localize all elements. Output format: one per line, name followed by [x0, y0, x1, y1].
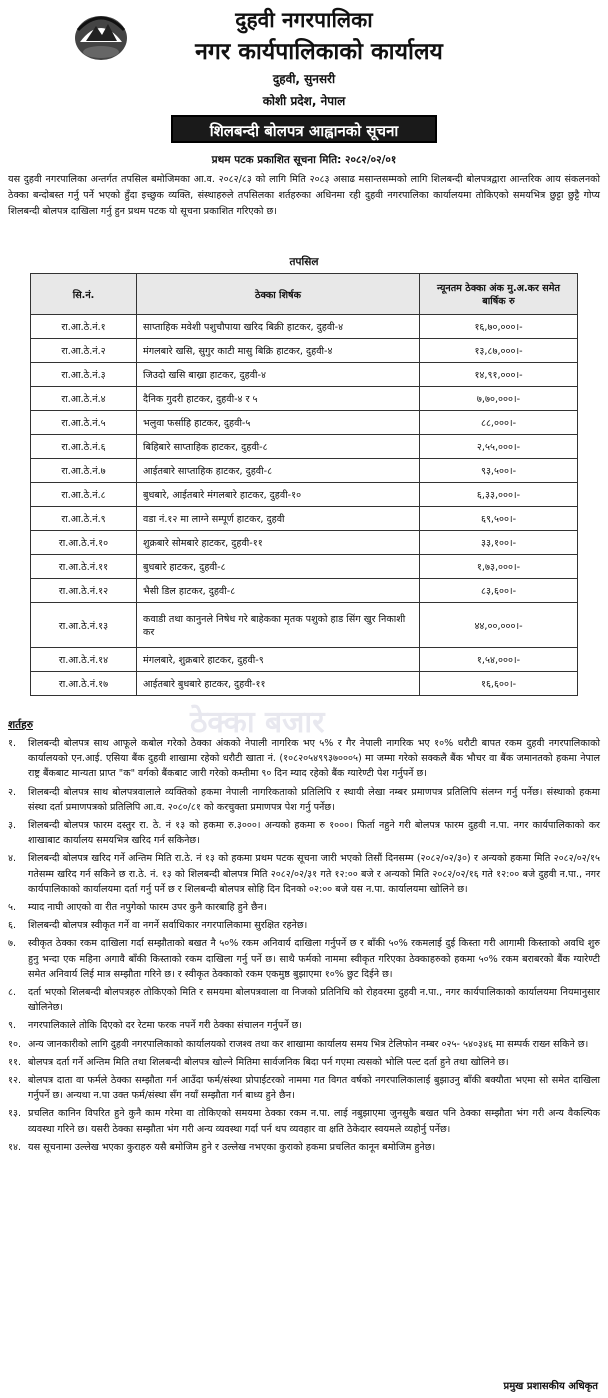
- row-amount: १४,९१,०००।-: [420, 363, 578, 387]
- col-header-title: ठेक्का शिर्षक: [137, 274, 420, 315]
- term-text: शिलबन्दी बोलपत्र खरिद गर्ने अन्तिम मिति रा.ठे. नं १३ को हकमा प्रथम पटक सूचना जारी भएको तिसौं दिनसम्म (२०८२/०२/३०) र अन्यको हकमा मिति २०८२/०२/१५ गतेसम्म खरिद गर्न सकिने छ रा.ठे. नं. १३ को शिलबन्दी बोलपत्र मिति २०८२/०२/३१ गते १२:०० बजे र अन्यको मिति २०८२/०२/१६ गते १२:०० बजे दुहवी न.पा., नगर कार्यपालिकाको कार्यालयमा दर्ता गर्नु पर्ने छ र शिलबन्दी बोलपत्र सोहि दिन दिनको ०२:०० बजे यस न.पा. कार्यालयमा खोलिने छ।: [28, 853, 600, 895]
- table-row: [31, 483, 578, 507]
- row-amount: १६,६००।-: [420, 672, 578, 696]
- notice-title: शिलबन्दी बोलपत्र आह्वानको सूचना: [171, 115, 437, 143]
- row-amount: २,५५,०००।-: [420, 435, 578, 459]
- term-text: शिलबन्दी बोलपत्र स्वीकृत गर्ने वा नगर्ने सर्वाधिकार नगरपालिकामा सुरक्षित रहनेछ।: [28, 920, 308, 932]
- row-serial: रा.आ.ठे.नं.१२: [31, 579, 137, 603]
- contract-table: [30, 273, 578, 696]
- term-item: [8, 736, 600, 782]
- office-name: नगर कार्यपालिकाको कार्यालय: [195, 39, 443, 65]
- term-number: ९.: [8, 1020, 17, 1032]
- signature-title: प्रमुख प्रशासकीय अधिकृत: [503, 1381, 598, 1392]
- row-serial: रा.आ.ठे.नं.३: [31, 363, 137, 387]
- row-serial: रा.आ.ठे.नं.४: [31, 387, 137, 411]
- row-amount: ३३,१००।-: [420, 531, 578, 555]
- table-row: [31, 387, 578, 411]
- table-row: [31, 435, 578, 459]
- term-item: [8, 785, 600, 815]
- row-title: भैसी डिल हाटकर, दुहवी-८: [137, 579, 420, 603]
- term-item: [8, 900, 600, 915]
- col-header-amount: न्यूनतम ठेक्का अंक मु.अ.कर समेत बार्षिक रु: [420, 274, 578, 315]
- term-text: नगरपालिकाले तोकि दिएको दर रेटमा फरक नपर्ने गरी ठेक्का संचालन गर्नुपर्ने छ।: [28, 1020, 303, 1032]
- letterhead: [0, 0, 608, 112]
- table-row: [31, 459, 578, 483]
- row-title: भलुवा फर्साहि हाटकर, दुहवी-५: [137, 411, 420, 435]
- row-title: आईतबारे बुधबारे हाटकर, दुहवी-११: [137, 672, 420, 696]
- term-text: यस सूचनामा उल्लेख भएका कुराहरु यसै बमोजिम हुने र उल्लेख नभएका कुराको हकमा प्रचलित कानून बमोजिम हुनेछ।: [28, 1141, 436, 1153]
- col-header-sn: सि.नं.: [31, 274, 137, 315]
- row-title: दैनिक गुदरी हाटकर, दुहवी-४ र ५: [137, 387, 420, 411]
- term-text: शिलबन्दी बोलपत्र फारम दस्तुर रा. ठे. नं १३ को हकमा रु.३०००। अन्यको हकमा रु १०००। फिर्ता नहुने गरी बोलपत्र फारम दुहवी न.पा. नगर कार्यपालिकाको कर शाखाबाट कार्यालय समयभित्र खरिद गर्न सकिनेछ।: [28, 820, 600, 847]
- row-serial: रा.आ.ठे.नं.५: [31, 411, 137, 435]
- table-row: [31, 555, 578, 579]
- row-serial: रा.आ.ठे.नं.१३: [31, 603, 137, 648]
- term-text: बोलपत्र दाता वा फर्मले ठेक्का सम्झौता गर्न आउँदा फर्म/संस्था प्रोपाईटरको नाममा गत विगत वर्षको नगरपालिकालाई बुझाउनु बाँकी बक्यौता भएमा सो समेत दाखिला गर्नुपर्ने छ। अन्यथा न.पा उक्त फर्म/संस्था सँग नयाँ सम्झौता गर्न बाध्य हुने छैन।: [28, 1075, 600, 1102]
- row-amount: ८८,०००।-: [420, 411, 578, 435]
- row-title: बुधबारे हाटकर, दुहवी-८: [137, 555, 420, 579]
- term-number: ३.: [8, 820, 17, 832]
- row-serial: रा.आ.ठे.नं.१४: [31, 648, 137, 672]
- row-title: शुक्रबारे सोमबारे हाटकर, दुहवी-११: [137, 531, 420, 555]
- table-row: [31, 315, 578, 339]
- row-serial: रा.आ.ठे.नं.९: [31, 507, 137, 531]
- row-amount: ४४,००,०००।-: [420, 603, 578, 648]
- term-text: बोलपत्र दर्ता गर्ने अन्तिम मिति तथा शिलबन्दी बोलपत्र खोल्ने मितिमा सार्वजनिक बिदा पर्न गएमा त्यसको भोलि पल्ट दर्ता हुने तथा खोलिने छ।: [28, 1056, 509, 1068]
- row-serial: रा.आ.ठे.नं.६: [31, 435, 137, 459]
- term-number: ५.: [8, 902, 17, 914]
- row-title: वडा नं.१२ मा लाग्ने सम्पूर्ण हाटकर, दुहवी: [137, 507, 420, 531]
- term-number: २.: [8, 786, 17, 798]
- term-text: प्रचलित कानिन विपरित हुने कुनै काम गरेमा वा तोकिएको समयमा ठेक्का रकम न.पा. लाई नबुझाएमा जुनसुकै बखत पनि ठेक्का सम्झौता भंग गरी अन्य वैकल्पिक व्यवस्था गरिने छ। यसरी ठेक्का सम्झौता भंग गरी अन्य व्यवस्था गर्दा पर्न थप व्यवहार वा क्षति ठेकेदार स्वयमले व्यहोर्नु पर्नेछ।: [28, 1108, 600, 1135]
- row-amount: १,५४,०००।-: [420, 648, 578, 672]
- term-item: [8, 1140, 600, 1155]
- row-amount: १६,७०,०००।-: [420, 315, 578, 339]
- term-item: [8, 1073, 600, 1103]
- row-serial: रा.आ.ठे.नं.२: [31, 339, 137, 363]
- row-serial: रा.आ.ठे.नं.८: [31, 483, 137, 507]
- term-text: अन्य जानकारीको लागि दुहवी नगरपालिकाको कार्यालयको राजश्व तथा कर शाखामा कार्यालय समय भित्र टेलिफोन नम्बर ०२५- ५४०३४६ मा सम्पर्क राख्न सकिने छ।: [28, 1038, 589, 1050]
- term-text: शिलबन्दी बोलपत्र साथ आफूले कबोल गरेको ठेक्का अंकको नेपाली नागरिक भए ५% र गैर नेपाली नागरिक भए १०% धरौटी बापत रकम दुहवी नगरपालिकाको कार्यालयको एन.आई. एसिया बैंक दुहवी शाखामा रहेको धरौटी खाता नं. (१०८२०५४९९३७०००५) मा जम्मा गरेको सक्कलै बैंक भौचर वा बैंक जमानतको हकमा नेपाल राष्ट्र बैंकबाट मान्यता प्राप्त "क" वर्गको बैंकबाट जारी गरेको कम्तीमा ९० दिन म्याद रहेको बैंक ग्यारेण्टी पेश गर्नुपर्ने छ।: [28, 738, 600, 780]
- term-item: [8, 1018, 600, 1033]
- address-province: कोशी प्रदेश, नेपाल: [262, 94, 346, 108]
- table-header-row: [31, 274, 578, 315]
- term-text: म्याद नाघी आएको वा रीत नपुगेको फारम उपर कुनै कारबाहि हुने छैन।: [28, 902, 267, 914]
- table-row: [31, 579, 578, 603]
- row-amount: ९३,५००।-: [420, 459, 578, 483]
- table-row: [31, 648, 578, 672]
- term-text: स्वीकृत ठेक्का रकम दाखिला गर्दा सम्झौताको बखत नै ५०% रकम अनिवार्य दाखिला गर्नुपर्ने छ र बाँकी ५०% रकमलाई दुई किस्ता गरी आगामी किस्ताको अवधि शुरु हुनु भन्दा एक महिना अगावै बाँकी किस्ताको रकम दाखिला गर्नु पर्ने छ। साथै फर्मको नाममा स्वीकृत गरिएका ठेक्काहरुको हकमा ५०% रकम बराबरको बैंक ग्यारेण्टी समेत अनिवार्य लिई मात्र सम्झौता गरिने छ। र स्वीकृत ठेक्काको रकम एकमुष्ठ बुझाएमा १०% छुट दिईने छ।: [28, 938, 600, 980]
- row-amount: ७,७०,०००।-: [420, 387, 578, 411]
- row-title: मंगलबारे खसि, सुगुर काटी मासु बिक्रि हाटकर, दुहवी-४: [137, 339, 420, 363]
- table-row: [31, 603, 578, 648]
- term-number: ११.: [8, 1056, 22, 1068]
- schedule-heading: तपसिल: [289, 256, 319, 268]
- term-text: दर्ता भएको शिलबन्दी बोलपत्रहरु तोकिएको मिति र समयमा बोलपत्रवाला वा निजको प्रतिनिधि को रोहवरमा दुहवी न.पा., नगर कार्यपालिकाको कार्यालयमा नियमानुसार खोलिनेछ।: [28, 987, 600, 1014]
- term-item: [8, 851, 600, 897]
- table-row: [31, 339, 578, 363]
- row-title: आईतबारे साप्ताहिक हाटकर, दुहवी-८: [137, 459, 420, 483]
- row-serial: रा.आ.ठे.नं.१: [31, 315, 137, 339]
- term-item: [8, 936, 600, 982]
- term-number: १३.: [8, 1108, 22, 1120]
- watermark: ठेक्का बजार: [190, 705, 325, 740]
- row-amount: १,७३,०००।-: [420, 555, 578, 579]
- row-title: कवाडी तथा कानुनले निषेध गरे बाहेकका मृतक पशुको हाड सिंग खुर निकाशी कर: [137, 603, 420, 648]
- row-serial: रा.आ.ठे.नं.१७: [31, 672, 137, 696]
- row-title: मंगलबारे, शुक्रबारे हाटकर, दुहवी-९: [137, 648, 420, 672]
- published-date: प्रथम पटक प्रकाशित सूचना मिति: २०८२/०२/०१: [211, 154, 397, 166]
- term-item: [8, 1037, 600, 1052]
- term-number: ६.: [8, 920, 17, 932]
- row-title: बुधबारे, आईतबारे मंगलबारे हाटकर, दुहवी-१०: [137, 483, 420, 507]
- table-row: [31, 363, 578, 387]
- table-row: [31, 507, 578, 531]
- term-item: [8, 985, 600, 1015]
- term-item: [8, 1055, 600, 1070]
- terms-list: [8, 736, 600, 1158]
- term-item: [8, 818, 600, 848]
- term-item: [8, 918, 600, 933]
- term-text: शिलबन्दी बोलपत्र साथ बोलपत्रवालाले व्यक्तिको हकमा नेपाली नागरिकताको प्रतिलिपि र स्थायी लेखा नम्बर प्रमाणपत्र प्रतिलिपि संलग्न गर्नु पर्नेछ। संस्थाको हकमा संस्था दर्ता प्रमाणपत्रको प्रतिलिपि आ.व. २०८०/८१ को करचुक्ता प्रमाणपत्र पेश गर्नु पर्नेछ।: [28, 786, 600, 813]
- row-amount: ८३,६००।-: [420, 579, 578, 603]
- row-amount: ६९,५००।-: [420, 507, 578, 531]
- address-district: दुहवी, सुनसरी: [272, 72, 336, 86]
- municipality-name: दुहवी नगरपालिका: [235, 8, 373, 32]
- table-row: [31, 672, 578, 696]
- terms-heading: शर्तहरु: [8, 719, 33, 731]
- row-amount: १३,८७,०००।-: [420, 339, 578, 363]
- row-serial: रा.आ.ठे.नं.१०: [31, 531, 137, 555]
- term-number: १२.: [8, 1075, 22, 1087]
- term-number: १४.: [8, 1141, 22, 1153]
- term-number: ४.: [8, 853, 17, 865]
- term-number: ७.: [8, 938, 17, 950]
- row-serial: रा.आ.ठे.नं.७: [31, 459, 137, 483]
- term-number: ८.: [8, 987, 17, 999]
- term-item: [8, 1106, 600, 1136]
- row-title: बिहिबारे साप्ताहिक हाटकर, दुहवी-८: [137, 435, 420, 459]
- row-amount: ६,३३,०००।-: [420, 483, 578, 507]
- row-title: जिउदो खसि बाख्रा हाटकर, दुहवी-४: [137, 363, 420, 387]
- table-row: [31, 531, 578, 555]
- term-number: १.: [8, 738, 17, 749]
- row-serial: रा.आ.ठे.नं.११: [31, 555, 137, 579]
- intro-paragraph: यस दुहवी नगरपालिका अन्तर्गत तपसिल बमोजिमका आ.व. २०८२/८३ को लागि मिति २०८३ असाढ मसान्तसम्मको लागि शिलबन्दी बोलपत्रद्वारा आन्तरिक आय संकलनको ठेक्का बन्दोबस्त गर्नु पर्ने भएको हुँदा इच्छुक व्यक्ति, संस्थाहरुले तपसिलका शर्तहरुका अधिनमा रही दुहवी नगरपालिका कार्यालयमा तोकिएको समयभित्र छुट्टा छुट्टै गोप्य शिलबन्दी बोलपत्र दाखिला गर्नु हुन प्रथम पटक यो सूचना प्रकाशित गरिएको छ।: [8, 174, 600, 217]
- row-title: साप्ताहिक मवेशी पशुचौपाया खरिद बिक्री हाटकर, दुहवी-४: [137, 315, 420, 339]
- table-row: [31, 411, 578, 435]
- term-number: १०.: [8, 1038, 22, 1050]
